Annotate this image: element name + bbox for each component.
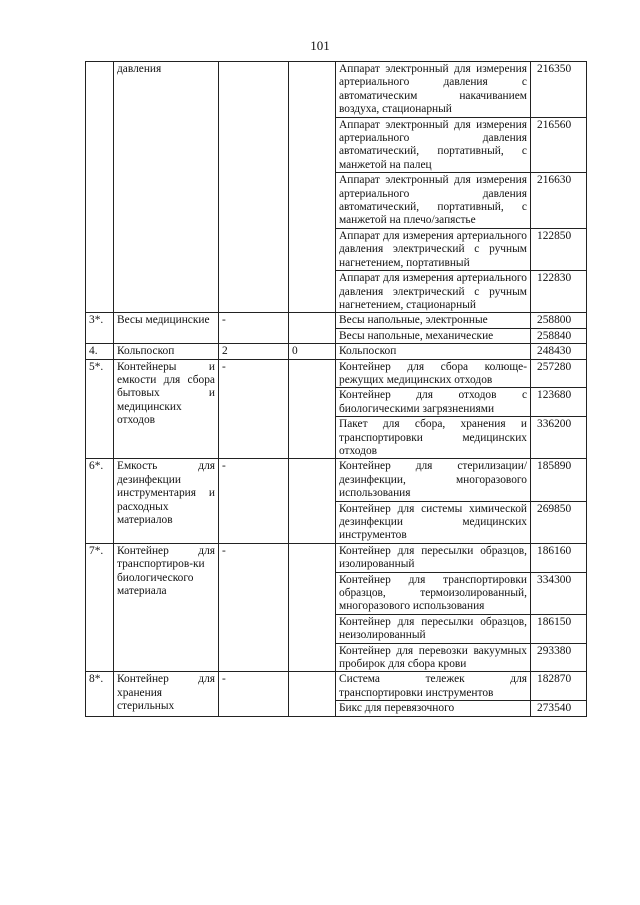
row-number: 7*. (86, 543, 114, 672)
item-name: Кольпоскоп (114, 344, 219, 359)
item-description: Аппарат электронный для измерения артериального давления автоматический, портативный, с манжетой на палец (336, 117, 531, 173)
item-description: Аппарат электронный для измерения артериального давления с автоматическим накачиванием воздуха, стационарный (336, 62, 531, 118)
row-number: 6*. (86, 459, 114, 543)
row-number: 3*. (86, 313, 114, 344)
item-description: Контейнер для пересылки образцов, неизолированный (336, 614, 531, 643)
required-quantity: 2 (219, 344, 289, 359)
item-description: Система тележек для транспортировки инструментов (336, 672, 531, 701)
item-code: 186160 (531, 543, 587, 572)
required-quantity: - (219, 359, 289, 459)
item-description: Контейнер для перевозки вакуумных пробирок для сбора крови (336, 643, 531, 672)
item-name: Контейнеры и емкости для сбора бытовых и медицинских отходов (114, 359, 219, 459)
table-row (86, 672, 587, 701)
item-description: Контейнер для системы химической дезинфекции медицинских инструментов (336, 501, 531, 543)
required-quantity (219, 62, 289, 313)
item-name: Контейнер для транспортиров-ки биологического материала (114, 543, 219, 672)
row-number: 4. (86, 344, 114, 359)
item-code: 258840 (531, 328, 587, 343)
extra-quantity (289, 672, 336, 716)
table-row (86, 344, 587, 359)
page-number: 101 (310, 38, 330, 53)
item-description: Весы напольные, электронные (336, 313, 531, 328)
table-row (86, 62, 587, 118)
required-quantity: - (219, 313, 289, 344)
item-code: 269850 (531, 501, 587, 543)
item-code: 123680 (531, 388, 587, 417)
table-row (86, 359, 587, 388)
item-code: 334300 (531, 572, 587, 614)
equipment-table (85, 61, 587, 717)
item-code: 257280 (531, 359, 587, 388)
extra-quantity (289, 359, 336, 459)
table-row (86, 313, 587, 328)
item-code: 122830 (531, 271, 587, 313)
item-code: 248430 (531, 344, 587, 359)
extra-quantity (289, 459, 336, 543)
item-description: Весы напольные, механические (336, 328, 531, 343)
required-quantity: - (219, 543, 289, 672)
item-code: 336200 (531, 417, 587, 459)
table-row (86, 459, 587, 501)
item-code: 185890 (531, 459, 587, 501)
item-description: Кольпоскоп (336, 344, 531, 359)
required-quantity: - (219, 672, 289, 716)
extra-quantity (289, 62, 336, 313)
extra-quantity (289, 543, 336, 672)
table-row (86, 543, 587, 572)
item-description: Контейнер для стерилизации/дезинфекции, многоразового использования (336, 459, 531, 501)
extra-quantity (289, 313, 336, 344)
item-description: Контейнер для пересылки образцов, изолированный (336, 543, 531, 572)
item-description: Бикс для перевязочного (336, 701, 531, 716)
item-name: Весы медицинские (114, 313, 219, 344)
item-description: Аппарат электронный для измерения артериального давления автоматический, портативный, с манжетой на плечо/запястье (336, 173, 531, 229)
item-name: давления (114, 62, 219, 313)
item-code: 293380 (531, 643, 587, 672)
item-description: Контейнер для транспортировки образцов, термоизолированный, многоразового использования (336, 572, 531, 614)
item-code: 258800 (531, 313, 587, 328)
item-code: 216630 (531, 173, 587, 229)
row-number (86, 62, 114, 313)
item-code: 273540 (531, 701, 587, 716)
item-name: Емкость для дезинфекции инструментария и расходных материалов (114, 459, 219, 543)
extra-quantity: 0 (289, 344, 336, 359)
table-body (86, 62, 587, 717)
item-code: 216560 (531, 117, 587, 173)
item-code: 182870 (531, 672, 587, 701)
row-number: 8*. (86, 672, 114, 716)
item-name: Контейнер для хранения стерильных (114, 672, 219, 716)
item-code: 122850 (531, 228, 587, 270)
row-number: 5*. (86, 359, 114, 459)
item-description: Аппарат для измерения артериального давления электрический с ручным нагнетением, стационарный (336, 271, 531, 313)
item-code: 186150 (531, 614, 587, 643)
item-description: Контейнер для отходов с биологическими загрязнениями (336, 388, 531, 417)
item-code: 216350 (531, 62, 587, 118)
item-description: Пакет для сбора, хранения и транспортировки медицинских отходов (336, 417, 531, 459)
required-quantity: - (219, 459, 289, 543)
item-description: Аппарат для измерения артериального давления электрический с ручным нагнетением, портативный (336, 228, 531, 270)
item-description: Контейнер для сбора колюще-режущих медицинских отходов (336, 359, 531, 388)
